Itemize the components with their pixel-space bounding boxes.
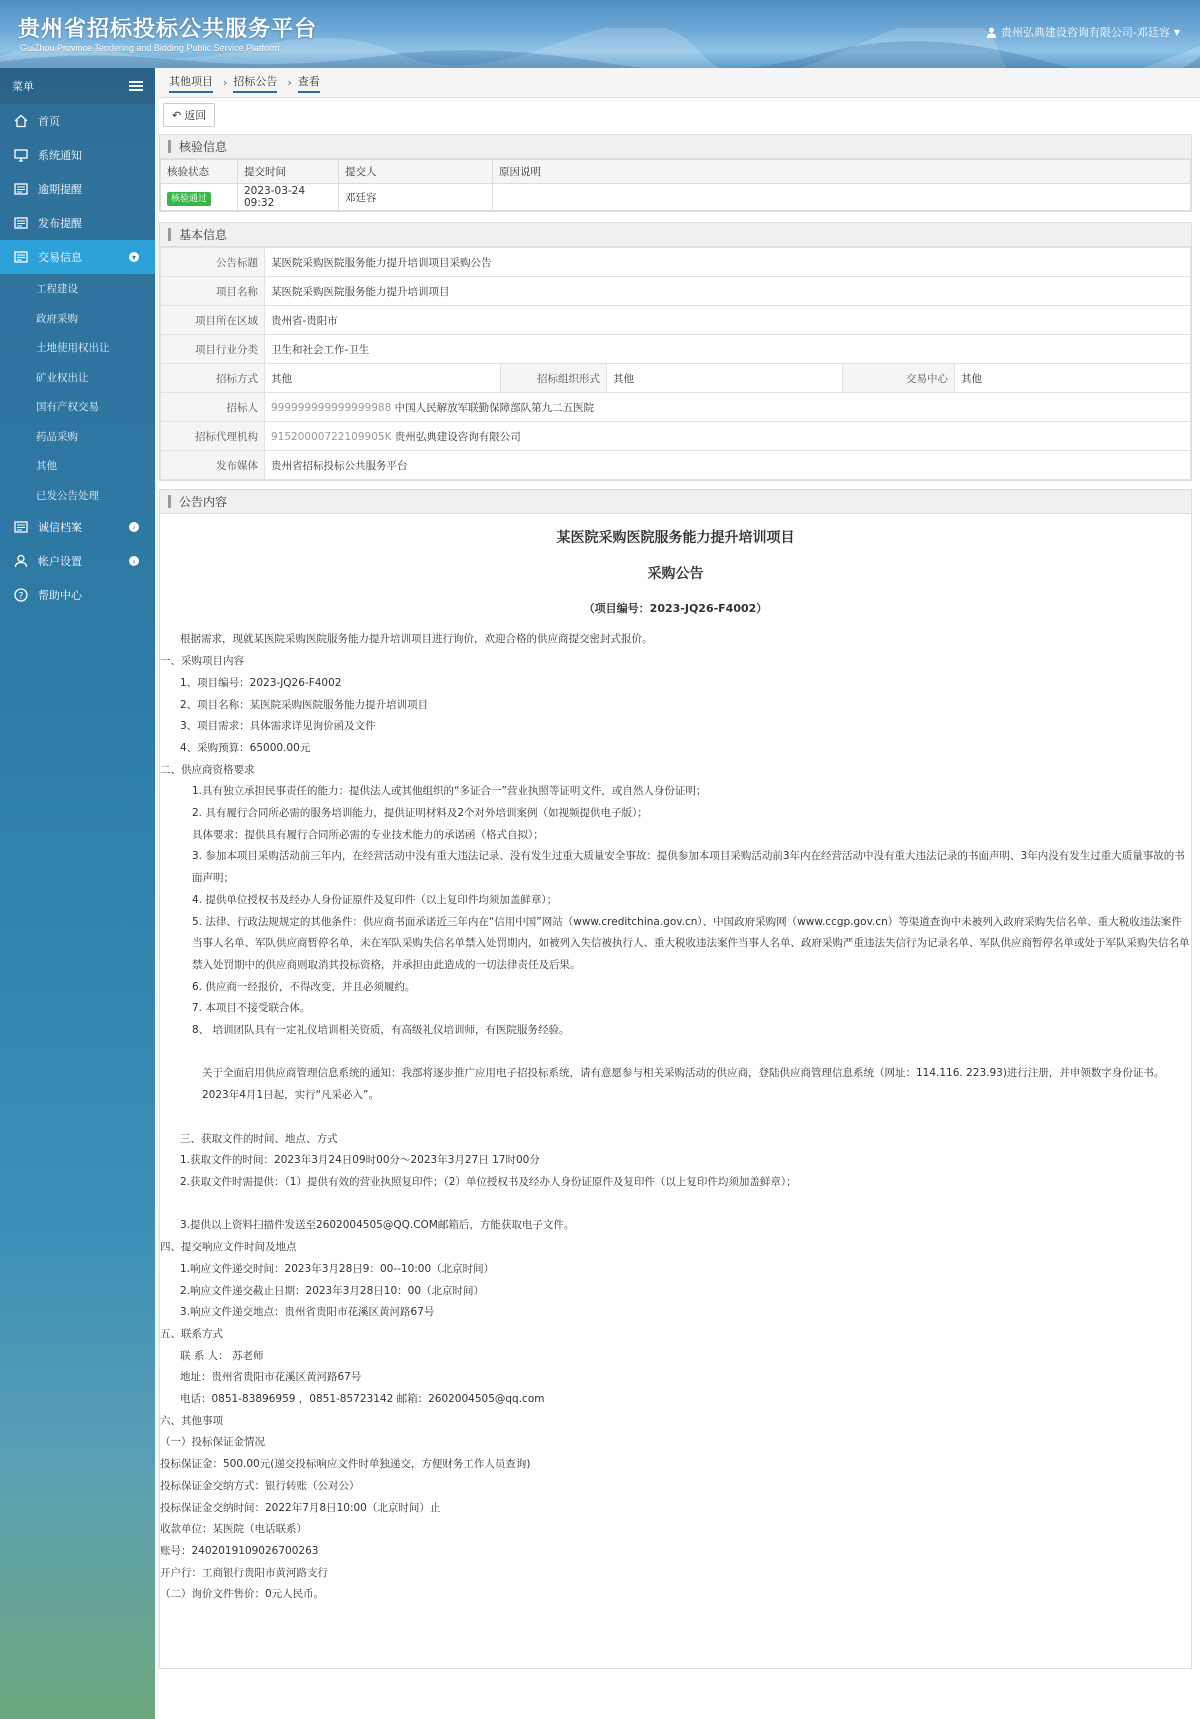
breadcrumb-item: 查看 <box>298 73 320 93</box>
sidebar-item-publish[interactable] <box>0 206 155 240</box>
sidebar-item-home[interactable] <box>0 104 155 138</box>
notice-line: 地址：贵州省贵阳市花溪区黄河路67号 <box>180 1371 362 1384</box>
notice-line: 2.响应文件递交截止日期：2023年3月28日10：00（北京时间） <box>180 1284 485 1297</box>
table-row <box>161 364 1191 393</box>
field-value: 某医院采购医院服务能力提升培训项目 <box>265 277 1191 306</box>
chevron-right-icon: › <box>287 76 292 89</box>
notice-line: 1、项目编号：2023-JQ26-F4002 <box>180 676 342 689</box>
sidebar-item-trade[interactable] <box>0 240 155 274</box>
caret-down-icon: ▼ <box>1173 27 1180 37</box>
agent-name: 贵州弘典建设咨询有限公司 <box>394 430 521 443</box>
help-icon <box>12 587 30 603</box>
submenu-item[interactable]: 国有产权交易 <box>36 401 99 414</box>
list-icon <box>12 215 30 231</box>
notice-line: 4. 提供单位授权书及经办人身份证原件及复印件（以上复印件均须加盖鲜章）； <box>192 893 558 906</box>
submenu-item[interactable]: 政府采购 <box>36 312 78 325</box>
notice-line: 1.响应文件递交时间：2023年3月28日9：00--10:00（北京时间） <box>180 1262 495 1275</box>
panel-title <box>160 135 1191 159</box>
field-label: 发布媒体 <box>161 451 265 480</box>
notice-title: 公告内容 <box>179 495 228 509</box>
notice-subheading: 采购公告 <box>647 566 704 582</box>
field-value: 卫生和社会工作-卫生 <box>265 335 1191 364</box>
table-row <box>161 184 1191 211</box>
chevron-down-icon: ▾ <box>129 252 139 262</box>
notice-line: 2、项目名称：某医院采购医院服务能力提升培训项目 <box>180 698 429 711</box>
panel-title <box>160 223 1191 247</box>
notice-line: 账号：2402019109026700263 <box>160 1544 319 1557</box>
user-name: 贵州弘典建设咨询有限公司-邓廷容 <box>1000 26 1170 39</box>
sidebar-item-label: 交易信息 <box>38 251 82 264</box>
field-label: 项目名称 <box>161 277 265 306</box>
sidebar-item-credit[interactable] <box>0 510 155 544</box>
table-row <box>161 422 1191 451</box>
tenderer-name: 中国人民解放军联勤保障部队第九二五医院 <box>394 401 595 414</box>
sidebar <box>0 68 155 1719</box>
basic-table <box>160 247 1191 480</box>
home-icon <box>12 113 30 129</box>
chevron-right-icon: › <box>129 522 139 532</box>
notice-panel <box>159 489 1192 1669</box>
menu-label: 菜单 <box>12 80 34 93</box>
field-label: 招标方式 <box>161 364 265 393</box>
submenu-item[interactable]: 工程建设 <box>36 283 78 296</box>
notice-line <box>160 1042 1191 1064</box>
panel-title <box>160 490 1191 514</box>
field-value: 贵州省招标投标公共服务平台 <box>265 451 1191 480</box>
notice-line: 六、其他事项 <box>160 1414 223 1427</box>
chevron-right-icon: › <box>223 76 228 89</box>
trade-submenu <box>0 274 155 510</box>
sidebar-item-account[interactable] <box>0 544 155 578</box>
notice-line: 3.提供以上资料扫描件发送至2602004505@QQ.COM邮箱后，方能获取电子文件。 <box>180 1219 575 1232</box>
notice-line: 电话：0851-83896959 ，0851-85723142 邮箱：2602004505@qq.com <box>180 1393 545 1406</box>
submenu-item[interactable]: 药品采购 <box>36 430 78 443</box>
notice-line: 关于全面启用供应商管理信息系统的通知：我部将逐步推广应用电子招投标系统，请有意愿参与相关采购活动的供应商，登陆供应商管理信息系统（网址：114.116. 223.93)进行注册，并申领数字身份证书。2023年4月1日起，实行“凡采必入”。 <box>202 1067 1165 1102</box>
agent-code: 91520000722109905K <box>271 430 392 443</box>
notice-line: 具体要求：提供具有履行合同所必需的专业技术能力的承诺函（格式自拟）； <box>192 828 544 841</box>
status-badge: 核验通过 <box>167 192 211 206</box>
notice-line: 4、采购预算：65000.00元 <box>180 741 311 754</box>
notice-line: 开户行：工商银行贵阳市黄河路支行 <box>160 1566 328 1579</box>
submenu-item[interactable]: 已发公告处理 <box>36 489 99 502</box>
table-header: 提交人 <box>339 160 493 184</box>
notice-line: 投标保证金交纳时间：2022年7月8日10:00（北京时间）止 <box>160 1501 441 1514</box>
notice-line: 二、供应商资格要求 <box>160 763 255 776</box>
notice-line: 五、联系方式 <box>160 1327 223 1340</box>
basic-title: 基本信息 <box>179 228 228 242</box>
platform-title: 贵州省招标投标公共服务平台 <box>18 17 318 42</box>
notice-line: 1.具有独立承担民事责任的能力：提供法人或其他组织的“多证合一”营业执照等证明文件，或自然人身份证明； <box>192 785 707 798</box>
reason <box>493 184 1191 211</box>
field-value: 其他 <box>607 364 843 393</box>
notice-line: 联 系 人： 苏老师 <box>180 1349 264 1362</box>
sidebar-item-label: 帐户设置 <box>38 555 82 568</box>
field-label: 招标代理机构 <box>161 422 265 451</box>
back-label: 返回 <box>184 109 207 122</box>
table-header: 核验状态 <box>161 160 238 184</box>
sidebar-item-help[interactable] <box>0 578 155 612</box>
list-icon <box>12 249 30 265</box>
table-header: 提交时间 <box>238 160 339 184</box>
back-button[interactable] <box>163 103 215 127</box>
field-value: 其他 <box>955 364 1191 393</box>
field-label: 项目所在区域 <box>161 306 265 335</box>
notice-line: 8、 培训团队具有一定礼仪培训相关资质，有高级礼仪培训师，有医院服务经验。 <box>192 1024 570 1037</box>
notice-line: 3、项目需求：具体需求详见询价函及文件 <box>180 720 376 733</box>
svg-text:?: ? <box>18 591 24 602</box>
hamburger-icon[interactable] <box>129 81 143 91</box>
notice-line: 投标保证金交纳方式：银行转账（公对公） <box>160 1479 360 1492</box>
notice-body <box>160 629 1191 1606</box>
notice-line: 三、获取文件的时间、地点、方式 <box>180 1132 338 1145</box>
field-value <box>265 393 1191 422</box>
platform-subtitle: GuiZhou Province Tendering and Bidding Public Service Platform <box>20 43 280 53</box>
notice-heading: 某医院采购医院服务能力提升培训项目 <box>556 530 795 546</box>
submenu-item[interactable]: 土地使用权出让 <box>36 342 110 355</box>
field-value: 其他 <box>265 364 501 393</box>
verify-table <box>160 159 1191 211</box>
field-label: 招标人 <box>161 393 265 422</box>
notice-content <box>160 514 1191 1606</box>
chevron-right-icon: › <box>129 556 139 566</box>
sidebar-item-label: 系统通知 <box>38 149 82 162</box>
sidebar-item-overdue[interactable] <box>0 172 155 206</box>
table-row <box>161 306 1191 335</box>
notice-line: 一、采购项目内容 <box>160 655 244 668</box>
sidebar-header <box>0 68 155 104</box>
breadcrumb-item[interactable]: 其他项目 <box>169 73 213 93</box>
tenderer-code: 999999999999999988 <box>271 401 392 414</box>
toolbar <box>159 98 1200 132</box>
verify-panel <box>159 134 1192 212</box>
notice-line: 投标保证金：500.00元(递交投标响应文件时单独递交，方便财务工作人员查询) <box>160 1458 531 1471</box>
table-header: 原因说明 <box>493 160 1191 184</box>
notice-line: 1.获取文件的时间：2023年3月24日09时00分～2023年3月27日 17时00分 <box>180 1154 540 1167</box>
field-label: 公告标题 <box>161 248 265 277</box>
submenu-item[interactable]: 矿业权出让 <box>36 371 89 384</box>
notice-line <box>160 1194 1191 1216</box>
sidebar-item-label: 发布提醒 <box>38 217 82 230</box>
user-icon <box>986 27 997 38</box>
submitter: 邓廷容 <box>339 184 493 211</box>
notice-line: 3. 参加本项目采购活动前三年内，在经营活动中没有重大违法记录、没有发生过重大质量安全事故：提供参加本项目采购活动前3年内在经营活动中没有重大违法记录的书面声明、3年内没有发生过重大质量事故的书面声明； <box>192 850 1185 885</box>
list-icon <box>12 519 30 535</box>
user-menu[interactable] <box>986 24 1180 40</box>
project-number: （项目编号：2023-JQ26-F4002） <box>583 601 768 615</box>
user-icon <box>12 553 30 569</box>
field-label: 项目行业分类 <box>161 335 265 364</box>
back-icon: ↶ <box>172 108 182 122</box>
notice-line: 3.响应文件递交地点：贵州省贵阳市花溪区黄河路67号 <box>180 1306 435 1319</box>
submenu-item[interactable]: 其他 <box>36 460 57 473</box>
main-content <box>159 68 1200 1719</box>
field-value: 贵州省-贵阳市 <box>265 306 1191 335</box>
field-label: 招标组织形式 <box>501 364 607 393</box>
notice-line: 7. 本项目不接受联合体。 <box>192 1002 311 1015</box>
table-row <box>161 335 1191 364</box>
table-row <box>161 451 1191 480</box>
notice-line: 四、提交响应文件时间及地点 <box>160 1241 297 1254</box>
verify-title: 核验信息 <box>179 140 228 154</box>
basic-panel <box>159 222 1192 481</box>
submit-time: 2023-03-24 09:32 <box>238 184 339 211</box>
notice-line: 收款单位：某医院（电话联系） <box>160 1523 307 1536</box>
notice-line: 5. 法律、行政法规规定的其他条件：供应商书面承诺近三年内在“信用中国”网站（www.creditchina.gov.cn）、中国政府采购网（www.ccgp.gov.cn）等渠道查询中未被列入政府采购失信名单、重大税收违法案件当事人名单、军队供应商暂停名单，未在军队采购失信名单禁入处罚期内，如被列入失信被执行人、重大税收违法案件当事人名单、政府采购严重违法失信行为记录名单、军队供应商暂停名单或处于军队采购失信名单禁入处罚期中的供应商则取消其投标资格，并承担由此造成的一切法律责任及后果。 <box>192 915 1190 971</box>
sidebar-item-label: 帮助中心 <box>38 589 82 602</box>
notice-line: 6. 供应商一经报价，不得改变，并且必须履约。 <box>192 980 416 993</box>
field-value <box>265 422 1191 451</box>
sidebar-item-label: 诚信档案 <box>38 521 82 534</box>
notice-line: （一）投标保证金情况 <box>160 1436 265 1449</box>
field-label: 交易中心 <box>843 364 955 393</box>
table-row <box>161 277 1191 306</box>
sidebar-item-label: 首页 <box>38 115 60 128</box>
list-icon <box>12 181 30 197</box>
notice-line: （二）询价文件售价：0元人民币。 <box>160 1588 325 1601</box>
table-row <box>161 248 1191 277</box>
table-header-row <box>161 160 1191 184</box>
sidebar-item-notice[interactable] <box>0 138 155 172</box>
top-header <box>0 0 1200 68</box>
sidebar-item-label: 逾期提醒 <box>38 183 82 196</box>
field-value: 某医院采购医院服务能力提升培训项目采购公告 <box>265 248 1191 277</box>
monitor-icon <box>12 147 30 163</box>
table-row <box>161 393 1191 422</box>
notice-line: 2. 具有履行合同所必需的服务培训能力，提供证明材料及2个对外培训案例（如视频提供电子版）； <box>192 807 648 820</box>
notice-line <box>160 1107 1191 1129</box>
breadcrumb-item[interactable]: 招标公告 <box>233 73 277 93</box>
notice-line: 2.获取文件时需提供：（1）提供有效的营业执照复印件；（2）单位授权书及经办人身份证原件及复印件（以上复印件均须加盖鲜章）； <box>180 1175 797 1188</box>
breadcrumb <box>159 68 1200 98</box>
notice-line: 根据需求，现就某医院采购医院服务能力提升培训项目进行询价，欢迎合格的供应商提交密封式报价。 <box>180 633 653 646</box>
